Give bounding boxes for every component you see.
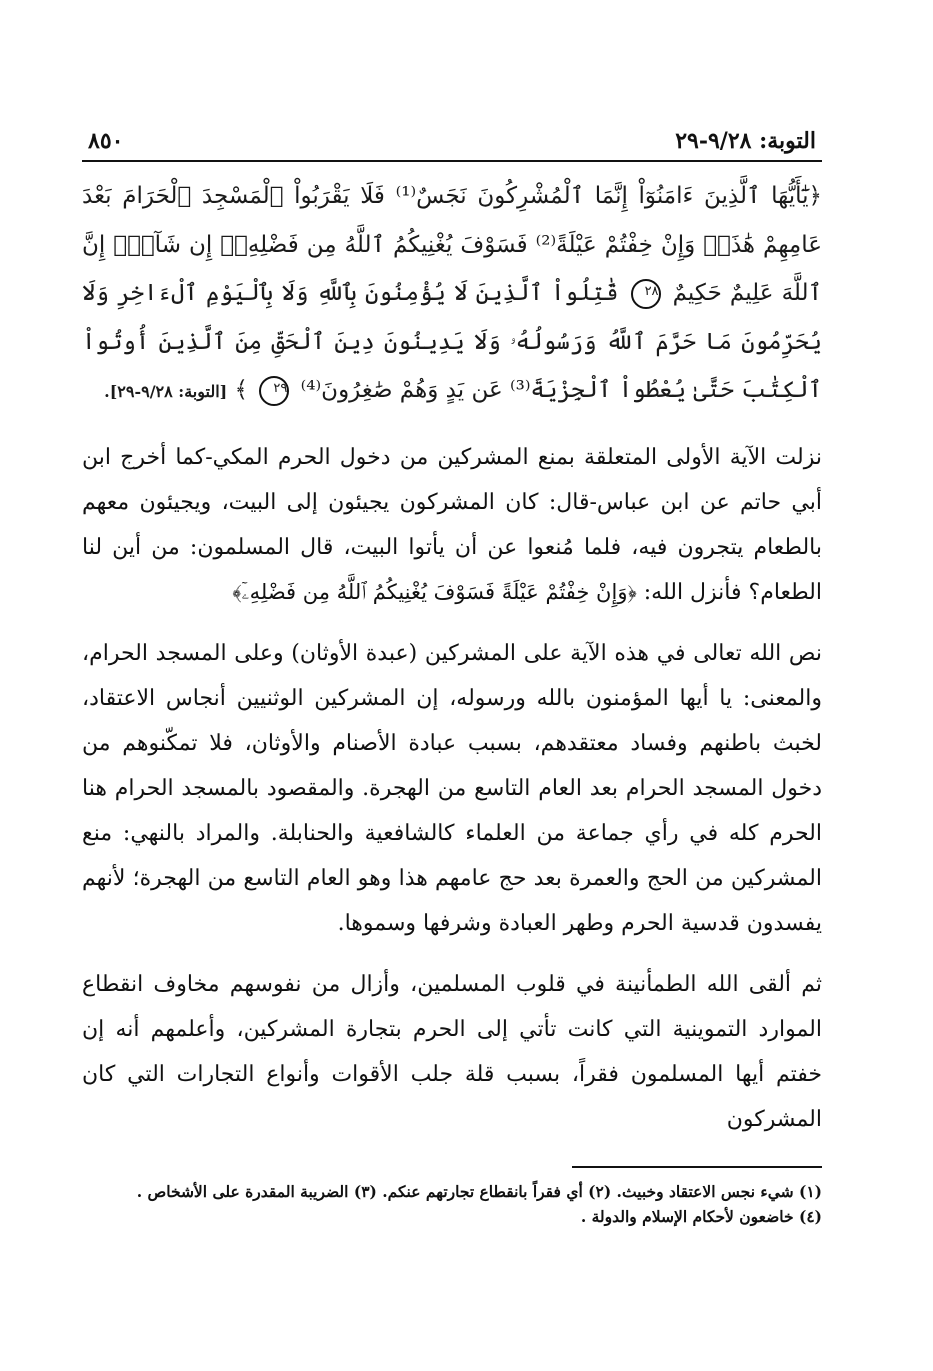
paragraph-2: نص الله تعالى في هذه الآية على المشركين (عبدة الأوثان) وعلى المسجد الحرام، والمعنى: يا أيها المؤمنون بالله ورسوله، إن المشركين الوثنيين أنجاس الاعتقاد، لخبث باطنهم وفساد معتقدهم، بسبب عبادة الأصنام والأوثان، فلا تمكّنوهم من دخول المسجد الحرام بعد العام التاسع من الهجرة. والمقصود بالمسجد الحرام هنا الحرم كله في رأي جماعة من العلماء كالشافعية والحنابلة. والمراد بالنهي: منع المشركين من الحج والعمرة بعد حج عامهم هذا وهو العام التاسع من الهجرة؛ لأنهم يفسدون قدسية الحرم وطهر العبادة وشرفها وسموها. bbox=[82, 640, 822, 936]
paragraph-1-text: نزلت الآية الأولى المتعلقة بمنع المشركين من دخول الحرم المكي-كما أخرج ابن أبي حاتم عن ابن عباس-قال: كان المشركون يجيئون إلى البيت، ويجيئون معهم بالطعام يتجرون فيه، فلما مُنعوا عن أن يأتوا البيت، قال المسلمون: من أين لنا الطعام؟ فأنزل الله: bbox=[82, 444, 822, 605]
verse-reference: [التوبة: ٩/٢٨-٢٩]. bbox=[104, 382, 228, 401]
ayah-number-29: ٢٩ bbox=[259, 376, 289, 406]
paragraph-1 bbox=[82, 435, 822, 615]
verse-closing-bracket: ﴾ bbox=[234, 377, 249, 403]
footnote-line-1: (١) شيء نجس الاعتقاد وخبيث. (٢) أي فقراً بانقطاع تجارتهم عنكم. (٣) الضريبة المقدرة على الأشخاص . bbox=[136, 1182, 822, 1201]
footnote-divider bbox=[572, 1166, 822, 1168]
book-page bbox=[82, 128, 822, 1226]
paragraph-1-quote: ﴿وَإِنْ خِفْتُمْ عَيْلَةً فَسَوْفَ يُغْنِيكُمُ ٱللَّهُ مِن فَضْلِهِۦٓ﴾ bbox=[232, 579, 637, 604]
footnote-line-2: (٤) خاضعون لأحكام الإسلام والدولة . bbox=[580, 1207, 822, 1226]
ayah-number-28: ٢٨ bbox=[631, 279, 661, 309]
verse-29-text: قَٰتِلُواْ ٱلَّذِينَ لَا يُؤْمِنُونَ بِٱللَّهِ وَلَا بِٱلْيَوْمِ ٱلْءَاخِرِ وَلَا يُحَرِّمُونَ مَا حَرَّمَ ٱللَّهُ وَرَسُولُهُۥ وَلَا يَدِينُونَ دِينَ ٱلْحَقِّ مِنَ ٱلَّذِينَ أُوتُواْ ٱلْكِتَٰبَ حَتَّىٰ يُعْطُواْ ٱلْجِزْيَةَ⁽³⁾ عَن يَدٍ وَهُمْ صَٰغِرُونَ⁽⁴⁾ bbox=[82, 280, 822, 403]
surah-reference: التوبة: ٩/٢٨-٢٩ bbox=[675, 128, 816, 154]
page-number: ٨٥٠ bbox=[88, 128, 124, 154]
footnotes bbox=[82, 1166, 822, 1230]
verse-28-text: ﴿يَٰٓأَيُّهَا ٱلَّذِينَ ءَامَنُوٓاْ إِنَّمَا ٱلْمُشْرِكُونَ نَجَسٌ⁽¹⁾ فَلَا يَقْرَبُواْ ٱلْمَسْجِدَ ٱلْحَرَامَ بَعْدَ عَامِهِمْ هَٰذَاۚ وَإِنْ خِفْتُمْ عَيْلَةً⁽²⁾ فَسَوْفَ يُغْنِيكُمُ ٱللَّهُ مِن فَضْلِهِۦٓ إِن شَآءَۚ إِنَّ ٱللَّهَ عَلِيمٌ حَكِيمٌ bbox=[82, 183, 822, 306]
page-header bbox=[82, 128, 822, 162]
paragraph-3: ثم ألقى الله الطمأنينة في قلوب المسلمين، وأزال من نفوسهم مخاوف انقطاع الموارد التموينية التي كانت تأتي إلى الحرم بتجارة المشركين، وأعلمهم أنه إن خفتم أيها المسلمون فقراً، بسبب قلة جلب الأقوات وأنواع التجارات التي كان المشركون bbox=[82, 971, 822, 1132]
quran-verses bbox=[82, 172, 822, 417]
